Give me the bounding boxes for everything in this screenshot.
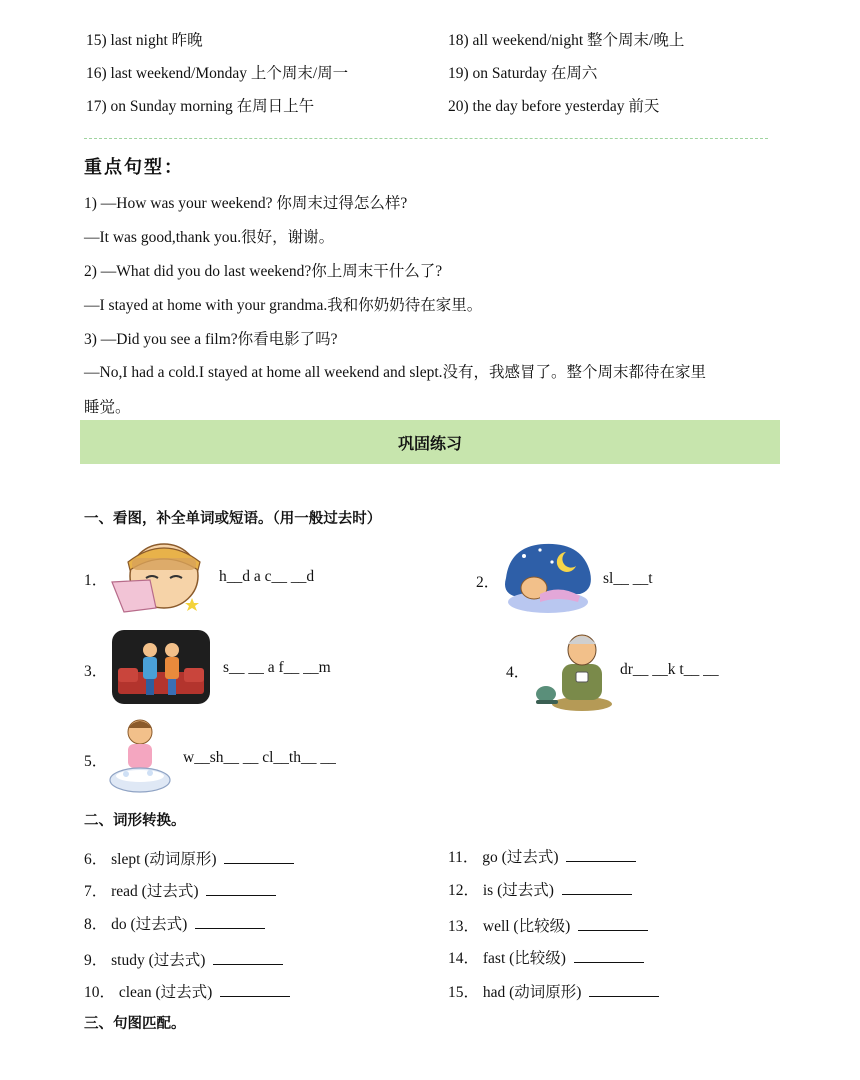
wordform-item-12 [448, 878, 632, 900]
wordform-text: 6． slept (动词原形) [84, 851, 217, 868]
wordform-text: 14． fast (比较级) [448, 950, 566, 967]
wordform-text: 13． well (比较级) [448, 918, 571, 935]
phrase-16: 16) last weekend/Monday 上个周末/周一 [86, 65, 349, 82]
wordform-item-14 [448, 946, 644, 968]
wordform-item-11 [448, 845, 636, 867]
wordform-item-15 [448, 980, 659, 1002]
sentence-3a: —No,I had a cold.I stayed at home all weekend and slept.没有，我感冒了。整个周末都待在家里 [84, 364, 707, 381]
answer-blank[interactable] [213, 950, 283, 965]
wordform-text: 7． read (过去式) [84, 883, 199, 900]
answer-blank[interactable] [220, 982, 290, 997]
answer-blank[interactable] [578, 916, 648, 931]
wordform-item-6 [84, 847, 294, 869]
phrase-17: 17) on Sunday morning 在周日上午 [86, 98, 315, 115]
sentence-2q: 2) —What did you do last weekend?你上周末干什么了? [84, 263, 443, 280]
wordform-text: 8． do (过去式) [84, 916, 188, 933]
sleeping-girl-icon [500, 538, 596, 618]
answer-blank[interactable] [566, 847, 636, 862]
wordform-text: 11． go (过去式) [448, 849, 559, 866]
wordform-item-9 [84, 948, 283, 970]
answer-blank[interactable] [562, 880, 632, 895]
item2-number: 2． [476, 574, 500, 591]
item5-answer: w__sh__ __ cl__th__ __ [183, 749, 336, 766]
wordform-text: 15． had (动词原形) [448, 984, 582, 1001]
wordform-item-10 [84, 980, 290, 1002]
wordform-item-7 [84, 879, 276, 901]
phrase-18: 18) all weekend/night 整个周末/晚上 [448, 32, 685, 49]
answer-blank[interactable] [224, 849, 294, 864]
phrase-20: 20) the day before yesterday 前天 [448, 98, 660, 115]
sentence-1a: —It was good,thank you.很好，谢谢。 [84, 229, 335, 246]
wordform-text: 10． clean (过去式) [84, 984, 213, 1001]
cinema-icon [110, 628, 212, 706]
sentence-3a-cont: 睡觉。 [84, 399, 131, 416]
section2-title: 二、词形转换。 [84, 813, 186, 829]
wordform-item-8 [84, 912, 265, 934]
section1-title: 一、看图，补全单词或短语。（用一般过去时） [84, 511, 382, 527]
sentence-2a: —I stayed at home with your grandma.我和你奶奶待在家里。 [84, 297, 483, 314]
phrase-15: 15) last night 昨晚 [86, 32, 203, 49]
section3-title: 三、句图匹配。 [84, 1016, 186, 1032]
item3-number: 3． [84, 663, 108, 680]
answer-blank[interactable] [206, 881, 276, 896]
answer-blank[interactable] [195, 914, 265, 929]
item3-answer: s__ __ a f__ __m [223, 659, 331, 676]
item4-number: 4． [506, 664, 530, 681]
sentences-title: 重点句型： [84, 157, 184, 178]
sentence-3q: 3) —Did you see a film?你看电影了吗? [84, 331, 338, 348]
grandpa-tea-icon [532, 628, 614, 712]
sentence-1q: 1) —How was your weekend? 你周末过得怎么样? [84, 195, 408, 212]
item5-number: 5． [84, 753, 108, 770]
answer-blank[interactable] [589, 982, 659, 997]
item1-answer: h__d a c__ __d [219, 568, 315, 585]
answer-blank[interactable] [574, 948, 644, 963]
wordform-text: 9． study (过去式) [84, 952, 206, 969]
item1-number: 1． [84, 572, 108, 589]
item4-answer: dr__ __k t__ __ [620, 661, 719, 678]
phrase-19: 19) on Saturday 在周六 [448, 65, 598, 82]
dashed-divider [84, 138, 768, 139]
washing-clothes-icon [106, 716, 174, 798]
sick-child-icon [106, 536, 210, 616]
practice-banner: 巩固练习 [80, 420, 780, 464]
item2-answer: sl__ __t [603, 570, 653, 587]
wordform-item-13 [448, 914, 648, 936]
wordform-text: 12． is (过去式) [448, 882, 554, 899]
